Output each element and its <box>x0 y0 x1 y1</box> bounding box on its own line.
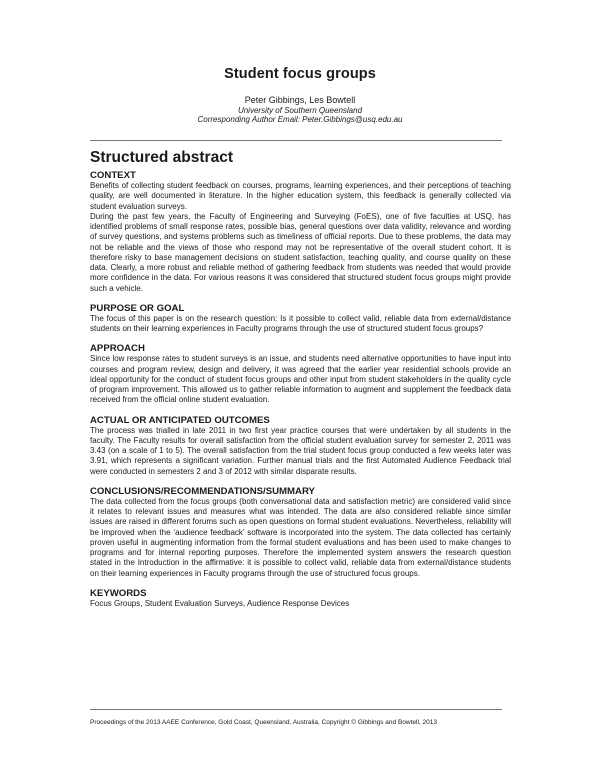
author-affiliation: University of Southern Queensland <box>237 106 363 115</box>
section-keywords <box>90 588 511 609</box>
section-context <box>90 170 511 294</box>
section-heading: CONTEXT <box>90 170 136 181</box>
paper-title: Student focus groups <box>224 66 376 82</box>
section-heading: CONCLUSIONS/RECOMMENDATIONS/SUMMARY <box>90 485 315 497</box>
section-paragraph: Since low response rates to student surveys is an issue, and students need alternative opportunities to have input into courses and program review, design and delivery, it was agreed that the earlier year residential schools provide an ideal opportunity for the conduct of student focus groups and other input from student stakeholders in the quality cycle of program improvement. This allowed us to gather reliable information to augment and supplement the feedback data received from the official online student evaluation. <box>90 354 511 405</box>
section-heading: PURPOSE OR GOAL <box>90 302 185 314</box>
section-outcomes <box>90 415 511 477</box>
section-heading: KEYWORDS <box>90 587 147 599</box>
section-paragraph: The data collected from the focus groups (both conversational data and satisfaction metric) are considered valid since it relates to relevant issues and measures what was intended. The data are also considered reliable since similar issues are raised in different forums such as open questions on formal student evaluations. Nevertheless, reliability will be improved when the ‘audience feedback’ software is incorporated into the system. The data collected has certainly proven useful in augmenting information from the formal student evaluations and has been used to make changes to programs and for internal reporting purposes. Therefore the implemented system answers the research question stated in the Introduction in the affirmative: it is possible to collect valid, reliable data from external/distance students on their learning experiences in Faculty programs through the use of structured focus groups. <box>90 496 511 578</box>
abstract-body <box>90 170 511 609</box>
section-purpose <box>90 303 511 335</box>
section-paragraph: Benefits of collecting student feedback on courses, programs, learning experiences, and their perceptions of teaching quality, are well documented in literature. In the higher education system, this feedback is generally collected via student evaluation surveys. <box>90 181 511 211</box>
section-heading: APPROACH <box>90 343 145 355</box>
keywords-list: Focus Groups, Student Evaluation Surveys, Audience Response Devices <box>90 598 350 608</box>
corresponding-author: Corresponding Author Email: Peter.Gibbings@usq.edu.au <box>197 115 403 124</box>
abstract-heading: Structured abstract <box>90 149 233 166</box>
paper-authors: Peter Gibbings, Les Bowtell <box>244 95 356 105</box>
section-paragraph: The focus of this paper is on the research question: Is it possible to collect valid, reliable data from external/distance students on their learning experiences in Faculty programs through the use of structured student focus groups? <box>90 313 511 333</box>
section-conclusions <box>90 486 511 579</box>
section-paragraph: The process was trialled in late 2011 in two first year practice courses that were undertaken by all students in the faculty. The Faculty results for overall satisfaction from the official student evaluation survey for semester 2, 2011 was 3.43 (on a scale of 1 to 5). The overall satisfaction from the trial student focus group conducted a few weeks later was 3.91, which represents a significant variation. Further manual trials and the first Automated Audience Feedback trial were conducted in semesters 2 and 3 of 2012 with similar disparate results. <box>90 425 511 476</box>
section-approach <box>90 343 511 405</box>
section-paragraph: During the past few years, the Faculty of Engineering and Surveying (FoES), one of five faculties at USQ, has identified problems of small response rates, possible bias, general questions over data validity, relevance and wording of survey questions, and systems problems such as timeliness of official reports. Due to these problems, the data may not be reliable and the views of those who respond may not be representative of the overall student cohort. It is therefore risky to base management decisions on student satisfaction, teaching quality, and course quality on these data. Clearly, a more robust and reliable method of gathering feedback from students was needed that would provide more confidence in the data. For various reasons it was considered that structured student focus groups might provide such a vehicle. <box>90 211 511 293</box>
header-divider <box>90 140 502 141</box>
proceedings-footer: Proceedings of the 2013 AAEE Conference, Gold Coast, Queensland, Australia, Copyright © Gibbings and Bowtell, 2013 <box>90 719 437 726</box>
section-heading: ACTUAL OR ANTICIPATED OUTCOMES <box>90 414 270 426</box>
footer-divider <box>90 709 502 710</box>
